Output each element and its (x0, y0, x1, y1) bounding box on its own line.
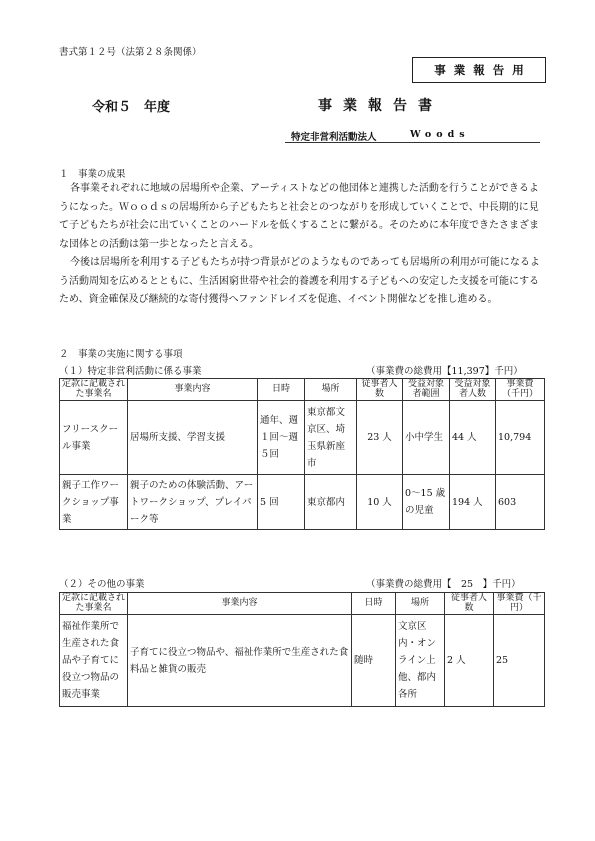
sub1-total-cost: （事業費の総費用【11,397】千円） (366, 366, 523, 377)
paragraph: 各事業それぞれに地域の居場所や企業、アーティストなどの他団体と連携した活動を行うことができるようになった。Ｗｏｏｄｓの居場所から子どもたちと社会とのつながりを形成していくことで、中長期的に見て子どもたちが社会に出ていくことのハードルを低くすることに繋がる。そのために本年度できたさまざまな団体との活動は第一歩となったと言える。 (59, 183, 539, 250)
column-header: 定款に記載された事業名 (60, 379, 128, 401)
paragraph: 今後は居場所を利用する子どもたちが持つ背景がどのようなものであっても居場所の利用が可能になるよう活動周知を広めるとともに、生活困窮世帯や社会的養護を利用する子どもへの安定した支援を可能にするため、資金確保及び継続的な寄付獲得へファンドレイズを促進、イベント開催などを推し進める。 (59, 257, 540, 305)
cell-date: 5 回 (258, 475, 305, 530)
column-header: 従事者人数 (445, 593, 494, 615)
cell-content: 子育てに役立つ物品や、福祉作業所で生産された食料品と雑貨の販売 (128, 615, 352, 707)
column-header: 事業費（千円） (496, 379, 545, 401)
organization-type: 特定非営利活動法人 (291, 132, 377, 143)
sub1-title: （１）特定非営利活動に係る事業 (59, 366, 202, 377)
cell-name: 親子工作ワークショップ事業 (60, 475, 128, 530)
form-number: 書式第１２号（法第２８条関係） (59, 47, 202, 58)
column-header: 受益対象者人数 (450, 379, 496, 401)
column-header: 事業内容 (128, 379, 258, 401)
cell-place: 東京都内 (305, 475, 357, 530)
table-header-row (60, 593, 545, 615)
other-activities-table (59, 592, 545, 707)
column-header: 定款に記載された事業名 (60, 593, 128, 615)
cell-staff: 10 人 (357, 475, 403, 530)
column-header: 受益対象者範囲 (403, 379, 450, 401)
section1-heading: １ 事業の成果 (59, 169, 126, 180)
column-header: 事業内容 (128, 593, 352, 615)
column-header: 場所 (305, 379, 357, 401)
sub2-total-cost: （事業費の総費用【 25 】千円） (366, 579, 521, 590)
cell-place: 東京都文京区、埼玉県新座市 (305, 401, 357, 475)
cell-range: 0～15 歳の児童 (403, 475, 450, 530)
cell-date: 随時 (352, 615, 396, 707)
cell-range: 小中学生 (403, 401, 450, 475)
cell-cost: 603 (496, 475, 545, 530)
section2-heading: ２ 事業の実施に関する事項 (59, 349, 183, 360)
table-row (60, 475, 545, 530)
column-header: 日時 (352, 593, 396, 615)
cell-staff: 23 人 (357, 401, 403, 475)
cell-name: フリースクール事業 (60, 401, 128, 475)
cell-cost: 10,794 (496, 401, 545, 475)
section1-body (59, 180, 543, 310)
fiscal-year: 令和５ 年度 (92, 100, 171, 115)
table-header-row (60, 379, 545, 401)
cell-cost: 25 (494, 615, 545, 707)
column-header: 日時 (258, 379, 305, 401)
cell-date: 通年、週１回～週５回 (258, 401, 305, 475)
organization-line (285, 129, 540, 143)
table-row (60, 401, 545, 475)
column-header: 場所 (396, 593, 445, 615)
document-title: 事業報告書 (318, 98, 443, 114)
npo-activities-table (59, 378, 545, 530)
cell-place: 文京区内・オンライン上他、都内各所 (396, 615, 445, 707)
column-header: 事業費（千円） (494, 593, 545, 615)
report-stamp-box: 事業報告用 (412, 57, 546, 83)
sub2-title: （２）その他の事業 (59, 579, 145, 590)
organization-name: Woods (410, 129, 470, 140)
cell-content: 親子のための体験活動、アートワークショップ、プレイパーク等 (128, 475, 258, 530)
cell-beneficiaries: 194 人 (450, 475, 496, 530)
table-row (60, 615, 545, 707)
column-header: 従事者人数 (357, 379, 403, 401)
cell-name: 福祉作業所で生産された食品や子育てに役立つ物品の販売事業 (60, 615, 128, 707)
cell-content: 居場所支援、学習支援 (128, 401, 258, 475)
cell-staff: 2 人 (445, 615, 494, 707)
cell-beneficiaries: 44 人 (450, 401, 496, 475)
